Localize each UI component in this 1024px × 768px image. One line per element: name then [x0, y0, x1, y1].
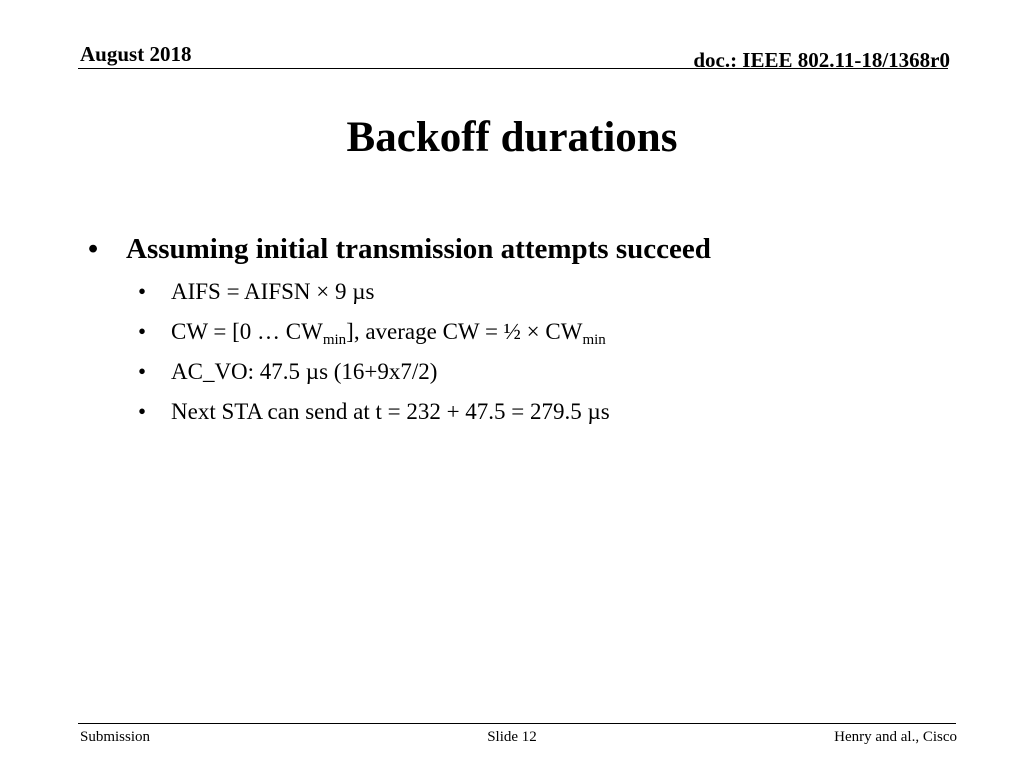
sub-bullet-text — [171, 319, 606, 348]
footer-slide-number: Slide 12 — [487, 729, 537, 745]
header-divider — [78, 68, 948, 69]
bullet-dot: • — [138, 319, 147, 344]
sub-bullet-text: AC_VO: 47.5 µs (16+9x7/2) — [171, 359, 438, 384]
main-bullet-text: Assuming initial transmission attempts succeed — [126, 233, 711, 265]
sub-bullet-aifs — [136, 279, 968, 305]
cw-text-part1: CW = [0 … CW — [171, 319, 323, 344]
sub-bullet-cw — [136, 319, 968, 348]
sub-bullet-text: Next STA can send at t = 232 + 47.5 = 279.5 µs — [171, 399, 610, 424]
footer-author: Henry and al., Cisco — [834, 729, 957, 745]
main-bullet — [88, 228, 968, 270]
bullet-dot: • — [138, 359, 147, 384]
footer-divider — [78, 723, 956, 724]
footer-submission: Submission — [80, 729, 151, 745]
sub-bullet-ac-vo — [136, 359, 968, 385]
bullet-dot: • — [88, 233, 99, 265]
header-date: August 2018 — [80, 42, 192, 66]
sub-bullet-text: AIFS = AIFSN × 9 µs — [171, 279, 375, 304]
slide-title: Backoff durations — [346, 114, 678, 161]
cw-text-part2: ], average CW = ½ × CW — [346, 319, 583, 344]
bullet-dot: • — [138, 399, 147, 424]
slide-body — [88, 228, 968, 425]
bullet-dot: • — [138, 279, 147, 304]
cw-subscript-min: min — [322, 332, 347, 348]
sub-bullet-next-sta — [136, 399, 968, 425]
cw-subscript-min: min — [582, 332, 606, 348]
header-doc-id: doc.: IEEE 802.11-18/1368r0 — [693, 48, 950, 72]
